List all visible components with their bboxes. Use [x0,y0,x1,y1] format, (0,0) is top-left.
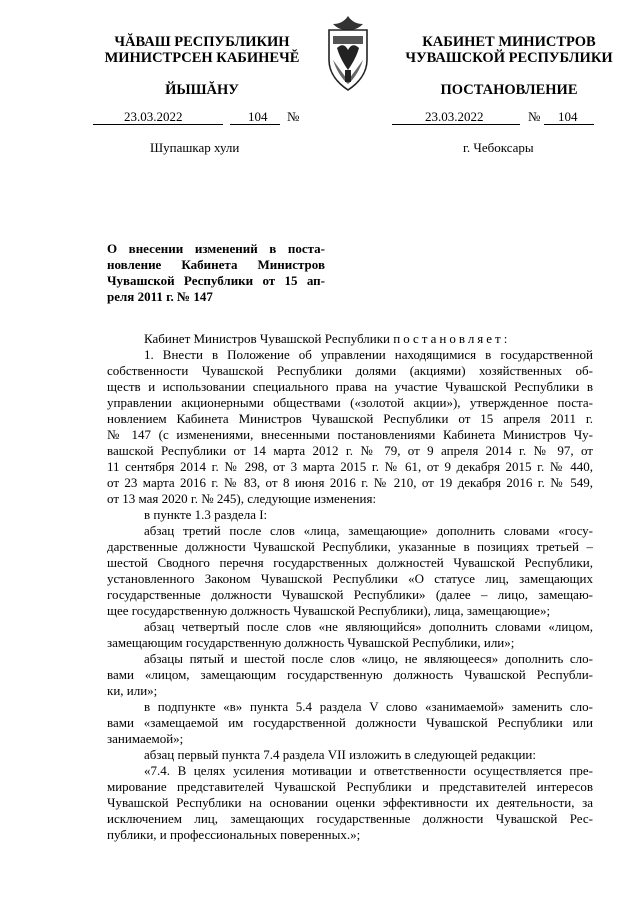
body-line: абзац первый пункта 7.4 раздела VII изложить в следующей редакции: [144,747,536,762]
header-right [378,34,640,98]
body-line: Чувашской Республики на основании оценки эффективности их деятельности, за [107,795,593,810]
header-left [86,34,318,98]
document-subject [107,241,325,305]
header-right-line1: КАБИНЕТ МИНИСТРОВ [422,34,596,50]
right-date-underline [392,124,520,125]
intro-verb: постановляет: [393,331,511,346]
subject-line: реля 2011 г. № 147 [107,289,213,304]
body-line: 1. Внести в Положение об управлении находящимися в государственной [144,347,593,362]
chuvash-coat-of-arms-icon [319,14,377,94]
left-date-underline [93,124,223,125]
body-line: государственные должности Чувашской Республики» (далее – лицо, замещаю- [107,587,593,602]
body-line: № 147 (с изменениями, внесенными постановлениями Кабинета Министров Чу- [107,427,593,442]
left-city: Шупашкар хули [150,140,240,155]
header-right-line2: ЧУВАШСКОЙ РЕСПУБЛИКИ [405,50,613,66]
body-line: вашской Республики от 14 марта 2012 г. № 79, от 9 апреля 2014 г. № 97, от [107,443,593,458]
body-line: щее государственную должность Чувашской Республики), лица, замещающие»; [107,603,551,618]
body-line: собственности Чувашской Республики долями (акциями) хозяйственных об- [107,363,593,378]
body-line: абзац четвертый после слов «не являющийся» дополнить словами «лицом, [144,619,593,634]
left-number-sign: № [287,109,300,124]
body-line: вами «замещаемой им государственной должности Чувашской Республики или [107,715,593,730]
intro-line [107,331,593,347]
subject-line: новление Кабинета Министров [107,257,325,272]
body-line: публики, и профессиональных поверенных.»; [107,827,361,842]
body-line: вами «лицом, замещающим государственную должность Чувашской Республи- [107,667,593,682]
date-number-line-left [0,109,320,125]
subject-line: Чувашской Республики от 15 ап- [107,273,325,288]
body-line: от 23 марта 2016 г. № 83, от 8 июня 2016 г. № 210, от 19 декабря 2016 г. № 549, [107,475,593,490]
header-left-doc-type: ЙЫШĂНУ [165,82,239,98]
body-line: в подпункте «в» пункта 5.4 раздела V слово «занимаемой» заменить сло- [144,699,593,714]
left-date: 23.03.2022 [124,109,183,124]
right-city: г. Чебоксары [463,140,534,155]
right-number-sign: № [528,109,541,124]
intro-prefix: Кабинет Министров Чувашской Республики [144,331,390,346]
body-line: от 13 мая 2020 г. № 245), следующие изменения: [107,491,377,506]
body-line: управлении акционерными обществами («золотой акции»), утвержденное поста- [107,395,593,410]
subject-line: О внесении изменений в поста- [107,241,325,256]
document-body [107,331,593,843]
body-line: ществ и использовании специального права на участие Чувашской Республики в [107,379,593,394]
body-line: дарственные должности Чувашской Республики, указанные в позициях третьей – [107,539,593,554]
body-line: «7.4. В целях усиления мотивации и ответственности осуществляется пре- [144,763,593,778]
body-line: замещающим государственную должность Чувашской Республики, или»; [107,635,515,650]
body-line: установленного Законом Чувашской Республики «О статусе лиц, замещающих [107,571,593,586]
body-line: ки, или»; [107,683,158,698]
right-number: 104 [558,109,578,124]
header-right-doc-type: ПОСТАНОВЛЕНИЕ [440,82,578,98]
right-number-underline [544,124,594,125]
header-left-line2: МИНИСТРСЕН КАБИНЕЧĔ [104,50,300,66]
left-number: 104 [248,109,268,124]
body-line: абзацы пятый и шестой после слов «лицо, не являющееся» дополнить сло- [144,651,593,666]
body-line: мирование представителей Чувашской Республики и представителей интересов [107,779,593,794]
body-line: абзац третий после слов «лица, замещающие» дополнить словами «госу- [144,523,593,538]
body-line: исключением лиц, замещающих государственные должности Чувашской Рес- [107,811,593,826]
header-left-line1: ЧĂВАШ РЕСПУБЛИКИН [114,34,290,50]
right-date: 23.03.2022 [425,109,484,124]
body-line: в пункте 1.3 раздела I: [144,507,268,522]
body-line: шестой Сводного перечня государственных должностей Чувашской Республики, [107,555,593,570]
body-line: новлением Кабинета Министров Чувашской Республики от 15 апреля 2011 г. [107,411,593,426]
date-number-line-right [320,109,640,125]
body-line: 11 сентября 2014 г. № 298, от 3 марта 2015 г. № 61, от 9 декабря 2015 г. № 440, [107,459,593,474]
body-line: занимаемой»; [107,731,184,746]
left-number-underline [230,124,280,125]
